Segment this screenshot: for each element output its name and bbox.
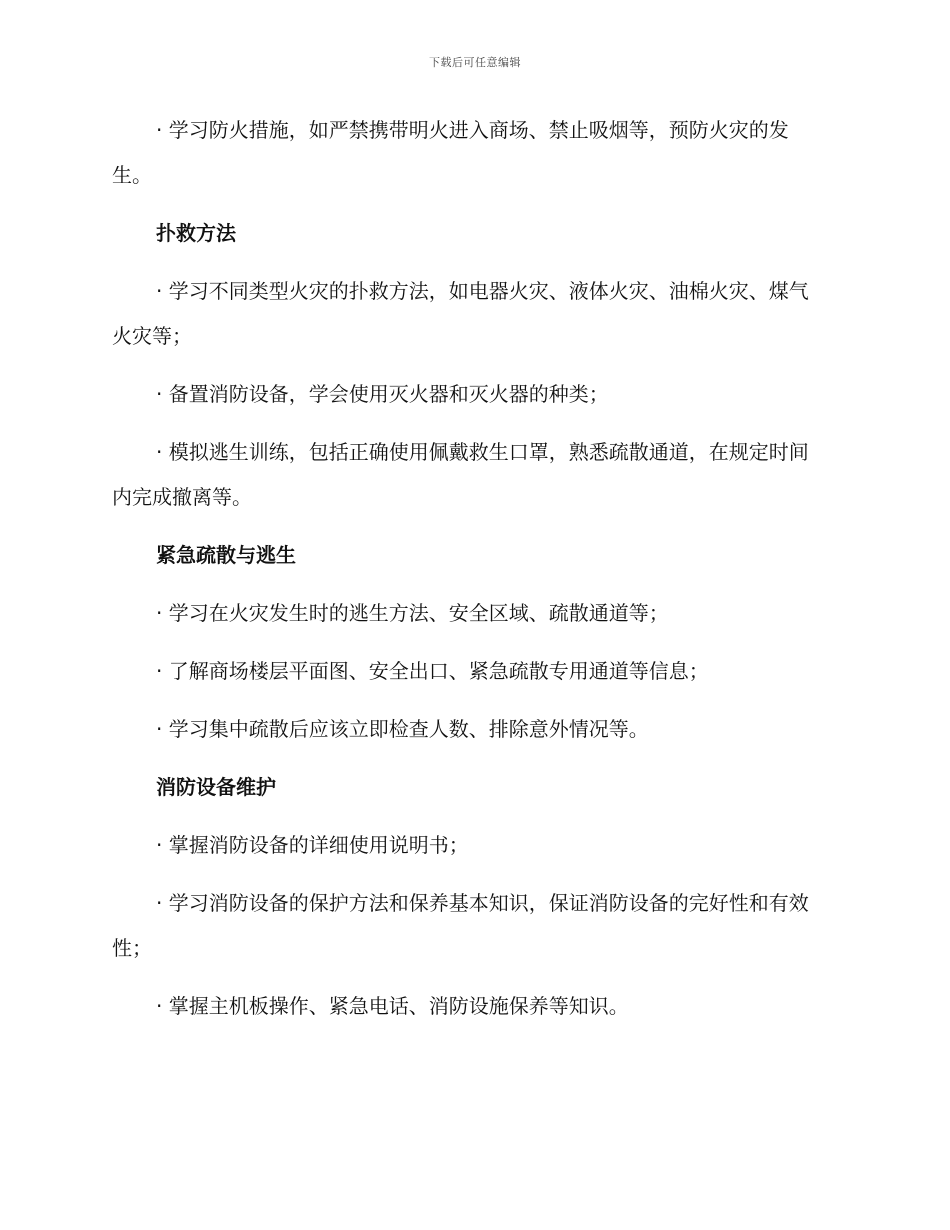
paragraph-floor-plan: · 了解商场楼层平面图、安全出口、紧急疏散专用通道等信息； — [156, 659, 709, 683]
section-heading-maintenance: 消防设备维护 — [156, 775, 276, 799]
paragraph-fire-prevention: · 学习防火措施，如严禁携带明火进入商场、禁止吸烟等，预防火灾的发生。 — [112, 118, 789, 187]
paragraph-escape-methods: · 学习在火灾发生时的逃生方法、安全区域、疏散通道等； — [156, 601, 669, 625]
paragraph-protection: · 学习消防设备的保护方法和保养基本知识，保证消防设备的完好性和有效性； — [112, 891, 809, 960]
section-heading-evacuation: 紧急疏散与逃生 — [156, 543, 296, 567]
paragraph-escape-drill: · 模拟逃生训练，包括正确使用佩戴救生口罩，熟悉疏散通道，在规定时间内完成撤离等。 — [112, 440, 809, 509]
document-body — [112, 108, 824, 1042]
paragraph-operations: · 掌握主机板操作、紧急电话、消防设施保养等知识。 — [156, 994, 629, 1018]
section-heading-firefighting: 扑救方法 — [156, 221, 236, 245]
paragraph-extinguisher: · 备置消防设备，学会使用灭火器和灭火器的种类； — [156, 382, 609, 406]
paragraph-headcount: · 学习集中疏散后应该立即检查人数、排除意外情况等。 — [156, 717, 649, 741]
paragraph-fire-types: · 学习不同类型火灾的扑救方法，如电器火灾、液体火灾、油棉火灾、煤气火灾等； — [112, 279, 809, 348]
header-note: 下载后可任意编辑 — [429, 56, 521, 69]
paragraph-manual: · 掌握消防设备的详细使用说明书； — [156, 833, 469, 857]
